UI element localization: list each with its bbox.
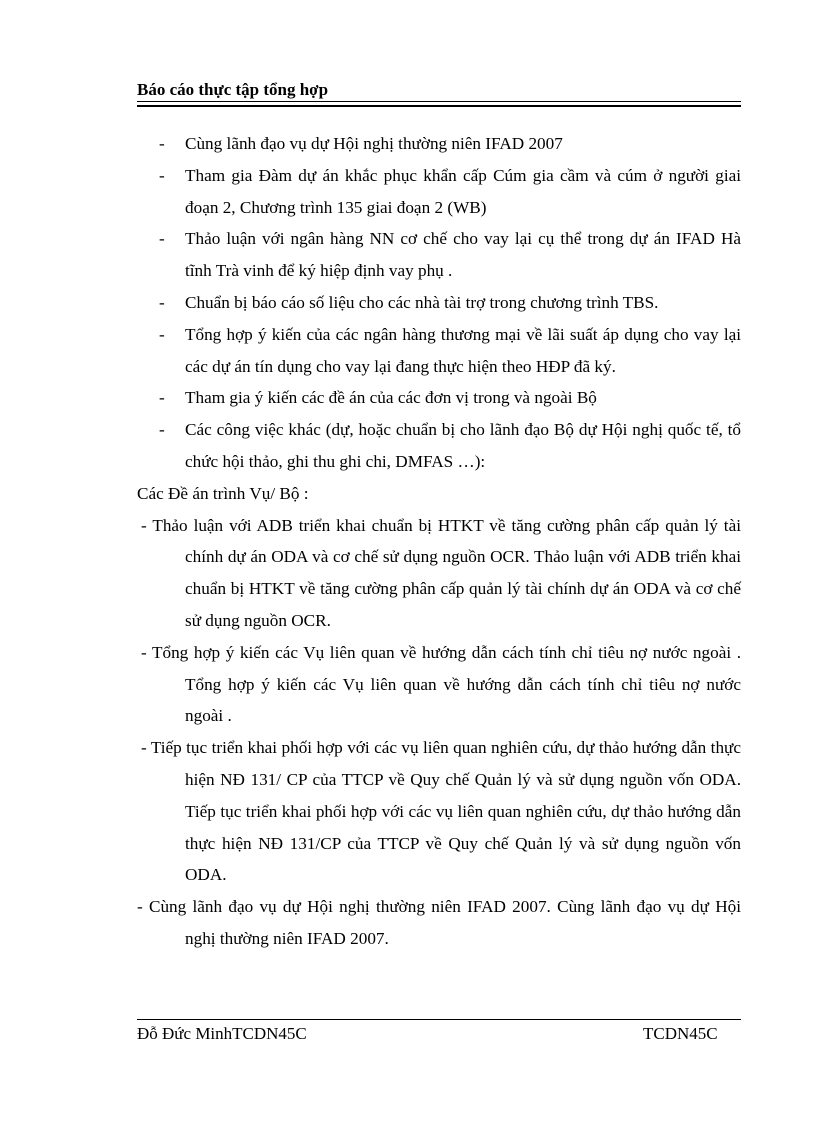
dash-marker: - bbox=[159, 165, 165, 185]
dash-list-item bbox=[137, 128, 741, 160]
dash-marker: - bbox=[159, 388, 165, 408]
dash-list-item bbox=[137, 223, 741, 287]
dash-marker: - bbox=[159, 229, 165, 249]
list-item-text: Chuẩn bị báo cáo số liệu cho các nhà tài trợ trong chương trình TBS. bbox=[185, 292, 659, 312]
dash-list-item bbox=[137, 319, 741, 383]
section-paragraph: - Cùng lãnh đạo vụ dự Hội nghị thường niên IFAD 2007. Cùng lãnh đạo vụ dự Hội nghị thường niên IFAD 2007. bbox=[137, 897, 741, 948]
dash-marker: - bbox=[159, 134, 165, 153]
header-rule bbox=[137, 101, 741, 102]
section-paragraph: - Tổng hợp ý kiến các Vụ liên quan về hướng dẫn cách tính chỉ tiêu nợ nước ngoài . Tổng hợp ý kiến các Vụ liên quan về hướng dẫn cách tính chỉ tiêu nợ nước ngoài . bbox=[141, 642, 741, 726]
page-header-title: Báo cáo thực tập tổng hợp bbox=[137, 80, 329, 99]
footer-rule bbox=[137, 1019, 741, 1020]
footer-class-code: TCDN45C bbox=[643, 1024, 718, 1043]
document-body bbox=[137, 128, 741, 955]
dash-marker: - bbox=[159, 420, 165, 440]
list-item-text: Tham gia ý kiến các đề án của các đơn vị trong và ngoài Bộ bbox=[185, 388, 597, 408]
list-item-text: Tham gia Đàm dự án khắc phục khẩn cấp Cúm gia cầm và cúm ở người giai đoạn 2, Chương trình 135 giai đoạn 2 (WB) bbox=[185, 165, 741, 217]
section-paragraph: - Thảo luận với ADB triển khai chuẩn bị HTKT về tăng cường phân cấp quản lý tài chính dự án ODA và cơ chế sử dụng nguồn OCR. Thảo luận với ADB triển khai chuẩn bị HTKT về tăng cường phân cấp quản lý tài chính dự án ODA và cơ chế sử dụng nguồn OCR. bbox=[141, 515, 741, 630]
section-paragraph: - Tiếp tục triển khai phối hợp với các vụ liên quan nghiên cứu, dự thảo hướng dẫn thực hiện NĐ 131/ CP của TTCP về Quy chế Quản lý và sử dụng nguồn vốn ODA. Tiếp tục triển khai phối hợp với các vụ liên quan nghiên cứu, dự thảo hướng dẫn thực hiện NĐ 131/CP của TTCP về Quy chế Quản lý và sử dụng nguồn vốn ODA. bbox=[141, 738, 741, 885]
section-heading: Các Đề án trình Vụ/ Bộ : bbox=[137, 483, 309, 503]
dash-list-item bbox=[137, 287, 741, 319]
list-item-text: Các công việc khác (dự, hoặc chuẩn bị cho lãnh đạo Bộ dự Hội nghị quốc tế, tổ chức hội thảo, ghi thu ghi chi, DMFAS …): bbox=[185, 420, 741, 471]
dash-marker: - bbox=[159, 292, 165, 312]
dash-list-item bbox=[137, 414, 741, 478]
list-item-text: Thảo luận với ngân hàng NN cơ chế cho vay lại cụ thể trong dự án IFAD Hà tĩnh Trà vinh để ký hiệp định vay phụ . bbox=[185, 229, 741, 281]
dash-list-item bbox=[137, 160, 741, 224]
footer-author: Đỗ Đức MinhTCDN45C bbox=[137, 1024, 307, 1043]
dash-list-item bbox=[137, 382, 741, 414]
list-item-text: Tổng hợp ý kiến của các ngân hàng thương mại về lãi suất áp dụng cho vay lại các dự án tín dụng cho vay lại đang thực hiện theo HĐP đã ký. bbox=[185, 324, 741, 376]
header-rule-thick bbox=[137, 105, 741, 107]
list-item-text: Cùng lãnh đạo vụ dự Hội nghị thường niên IFAD 2007 bbox=[185, 134, 563, 153]
dash-marker: - bbox=[159, 324, 165, 344]
